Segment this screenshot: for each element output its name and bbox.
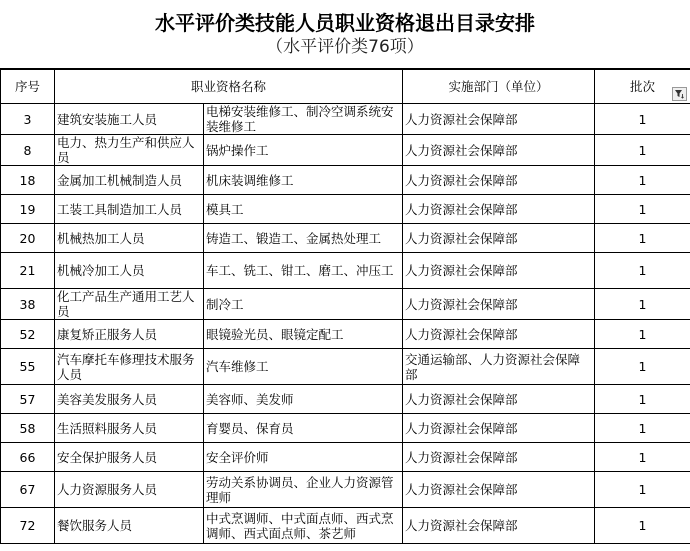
row-dept[interactable]: 交通运输部、人力资源社会保障部 (403, 349, 595, 385)
row-dept[interactable]: 人力资源社会保障部 (403, 104, 595, 135)
sheet-title: 水平评价类技能人员职业资格退出目录安排 (155, 11, 535, 35)
row-dept[interactable]: 人力资源社会保障部 (403, 195, 595, 224)
table-row (1, 443, 690, 472)
row-batch[interactable]: 1 (595, 224, 690, 253)
row-batch[interactable]: 1 (595, 349, 690, 385)
row-batch[interactable]: 1 (595, 385, 690, 414)
row-job[interactable]: 美容师、美发师 (204, 385, 403, 414)
row-dept[interactable]: 人力资源社会保障部 (403, 443, 595, 472)
table-row (1, 385, 690, 414)
row-job[interactable]: 安全评价师 (204, 443, 403, 472)
table-row (1, 104, 690, 135)
row-category[interactable]: 化工产品生产通用工艺人员 (55, 289, 204, 320)
row-batch[interactable]: 1 (595, 135, 690, 166)
row-dept[interactable]: 人力资源社会保障部 (403, 135, 595, 166)
row-seq[interactable]: 3 (1, 104, 55, 135)
row-batch[interactable]: 1 (595, 104, 690, 135)
row-category[interactable]: 金属加工机械制造人员 (55, 166, 204, 195)
row-dept[interactable]: 人力资源社会保障部 (403, 472, 595, 508)
row-category[interactable]: 电力、热力生产和供应人员 (55, 135, 204, 166)
row-category[interactable]: 工装工具制造加工人员 (55, 195, 204, 224)
header-dept[interactable]: 实施部门（单位） (403, 70, 595, 104)
row-job[interactable]: 眼镜验光员、眼镜定配工 (204, 320, 403, 349)
row-job[interactable]: 铸造工、锻造工、金属热处理工 (204, 224, 403, 253)
table-row (1, 289, 690, 320)
row-seq[interactable]: 72 (1, 508, 55, 544)
row-seq[interactable]: 20 (1, 224, 55, 253)
header-name[interactable]: 职业资格名称 (55, 70, 403, 104)
row-seq[interactable]: 67 (1, 472, 55, 508)
row-seq[interactable]: 18 (1, 166, 55, 195)
header-row (1, 70, 690, 104)
row-job[interactable]: 中式烹调师、中式面点师、西式烹调师、西式面点师、茶艺师 (204, 508, 403, 544)
row-seq[interactable]: 58 (1, 414, 55, 443)
row-seq[interactable]: 21 (1, 253, 55, 289)
row-job[interactable]: 汽车维修工 (204, 349, 403, 385)
row-category[interactable]: 美容美发服务人员 (55, 385, 204, 414)
table-row (1, 253, 690, 289)
table-row (1, 195, 690, 224)
header-seq[interactable]: 序号 (1, 70, 55, 104)
row-seq[interactable]: 52 (1, 320, 55, 349)
row-category[interactable]: 机械热加工人员 (55, 224, 204, 253)
row-dept[interactable]: 人力资源社会保障部 (403, 385, 595, 414)
row-job[interactable]: 育婴员、保育员 (204, 414, 403, 443)
row-job[interactable]: 制冷工 (204, 289, 403, 320)
row-category[interactable]: 餐饮服务人员 (55, 508, 204, 544)
row-dept[interactable]: 人力资源社会保障部 (403, 414, 595, 443)
row-job[interactable]: 机床装调维修工 (204, 166, 403, 195)
row-dept[interactable]: 人力资源社会保障部 (403, 166, 595, 195)
row-batch[interactable]: 1 (595, 166, 690, 195)
row-seq[interactable]: 38 (1, 289, 55, 320)
filter-icon[interactable] (672, 87, 687, 101)
qualification-table (0, 69, 690, 544)
table-row (1, 414, 690, 443)
row-batch[interactable]: 1 (595, 508, 690, 544)
row-category[interactable]: 汽车摩托车修理技术服务人员 (55, 349, 204, 385)
row-dept[interactable]: 人力资源社会保障部 (403, 320, 595, 349)
table-row (1, 166, 690, 195)
row-dept[interactable]: 人力资源社会保障部 (403, 224, 595, 253)
row-batch[interactable]: 1 (595, 472, 690, 508)
header-batch[interactable] (595, 70, 690, 104)
title-block (0, 0, 690, 69)
row-seq[interactable]: 55 (1, 349, 55, 385)
row-seq[interactable]: 66 (1, 443, 55, 472)
row-category[interactable]: 机械冷加工人员 (55, 253, 204, 289)
row-job[interactable]: 锅炉操作工 (204, 135, 403, 166)
row-seq[interactable]: 8 (1, 135, 55, 166)
sheet-subtitle: （水平评价类76项） (266, 37, 424, 57)
table-row (1, 508, 690, 544)
table-row (1, 472, 690, 508)
row-job[interactable]: 模具工 (204, 195, 403, 224)
row-category[interactable]: 人力资源服务人员 (55, 472, 204, 508)
row-category[interactable]: 建筑安装施工人员 (55, 104, 204, 135)
row-job[interactable]: 劳动关系协调员、企业人力资源管理师 (204, 472, 403, 508)
row-batch[interactable]: 1 (595, 320, 690, 349)
row-dept[interactable]: 人力资源社会保障部 (403, 289, 595, 320)
row-batch[interactable]: 1 (595, 253, 690, 289)
row-category[interactable]: 生活照料服务人员 (55, 414, 204, 443)
row-job[interactable]: 车工、铣工、钳工、磨工、冲压工 (204, 253, 403, 289)
row-batch[interactable]: 1 (595, 414, 690, 443)
row-batch[interactable]: 1 (595, 289, 690, 320)
row-batch[interactable]: 1 (595, 443, 690, 472)
table-row (1, 135, 690, 166)
table-row (1, 349, 690, 385)
table-row (1, 224, 690, 253)
table-row (1, 320, 690, 349)
header-batch-label: 批次 (630, 79, 656, 94)
row-dept[interactable]: 人力资源社会保障部 (403, 253, 595, 289)
row-dept[interactable]: 人力资源社会保障部 (403, 508, 595, 544)
row-seq[interactable]: 57 (1, 385, 55, 414)
row-job[interactable]: 电梯安装维修工、制冷空调系统安装维修工 (204, 104, 403, 135)
row-seq[interactable]: 19 (1, 195, 55, 224)
row-category[interactable]: 安全保护服务人员 (55, 443, 204, 472)
row-batch[interactable]: 1 (595, 195, 690, 224)
row-category[interactable]: 康复矫正服务人员 (55, 320, 204, 349)
